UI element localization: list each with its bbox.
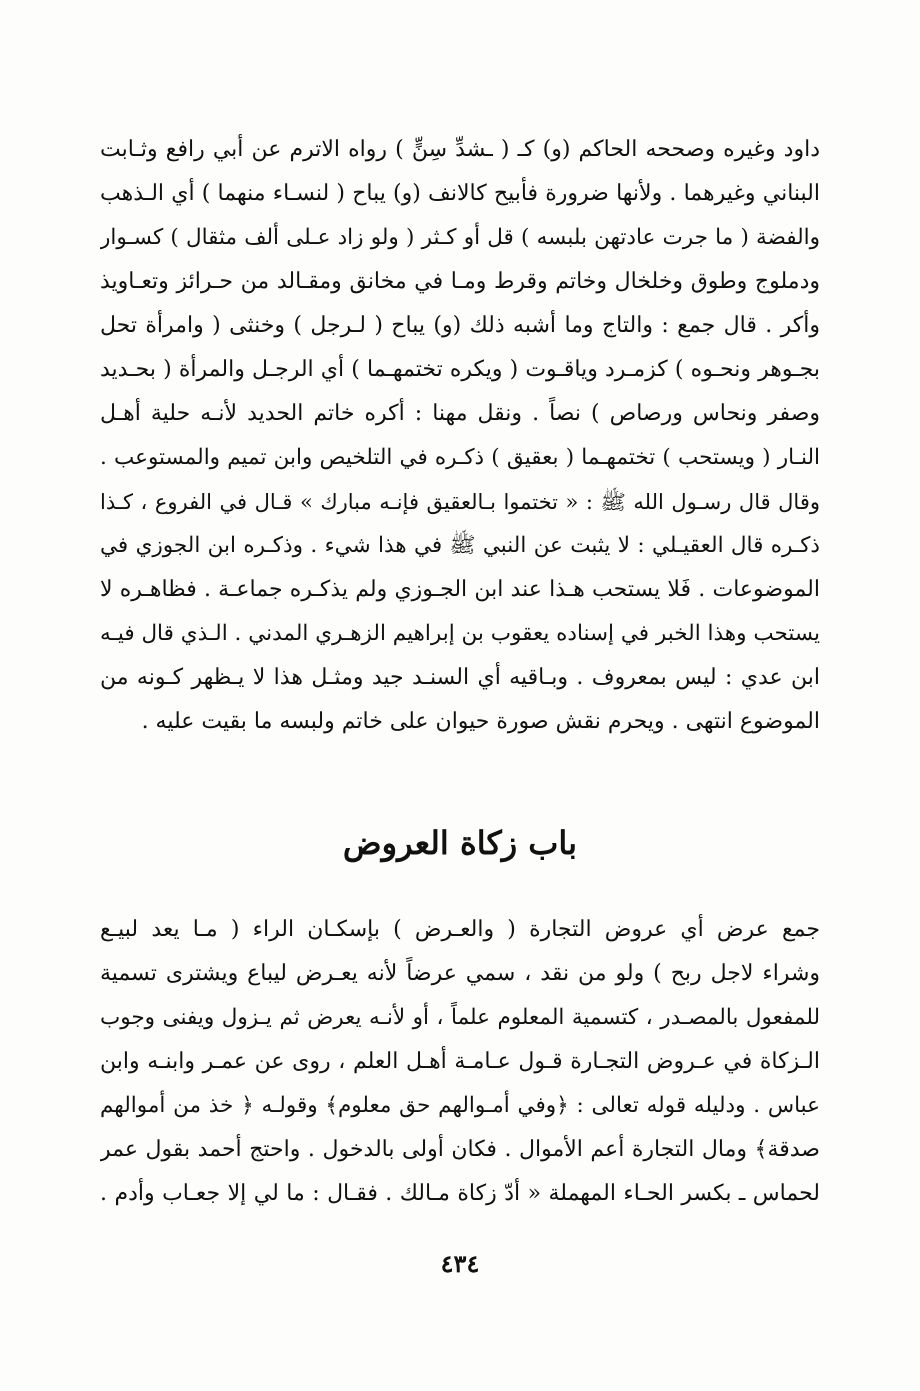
text-line: الموضوع انتهى . ويحرم نقش صورة حيوان على خاتم ولبسه ما بقيت عليه . — [141, 709, 820, 734]
text-line: عباس . ودليله قوله تعالى : ﴿وفي أمـوالهم حق معلوم﴾ وقولـه ﴿ خذ من أموالهم — [100, 1093, 820, 1118]
page-number: ٤٣٤ — [440, 1249, 480, 1278]
text-line: ابن عدي : ليس بمعروف . وبـاقيه أي السنـد جيد ومثـل هذا لا يـظهر كـونه من — [100, 665, 820, 690]
text-line: النـار ( ويستحب ) تختمهـما ( بعقيق ) ذكـره في التلخيص وابن تميم والمستوعب . — [100, 445, 820, 470]
text-line: وصفر ونحاس ورصاص ) نصاً . ونقل مهنا : أكره خاتم الحديد لأنـه حلية أهـل — [100, 401, 820, 426]
text-line: صدقة﴾ ومال التجارة أعم الأموال . فكان أولى بالدخول . واحتج أحمد بقول عمر — [100, 1137, 820, 1162]
text-line: جمع عرض أي عروض التجارة ( والعـرض ) بإسكـان الراء ( مـا يعد لبيـع — [100, 917, 820, 942]
text-line: وأكر . قال جمع : والتاج وما أشبه ذلك (و) يباح ( لـرجل ) وخنثى ( وامرأة تحل — [100, 313, 820, 338]
text-line: للمفعول بالمصـدر ، كتسمية المعلوم علماً ، أو لأنـه يعرض ثم يـزول ويفنى وجوب — [100, 1005, 820, 1030]
text-line: الموضوعات . فَلا يستحب هـذا عند ابن الجـوزي ولم يذكـره جماعـة . فظاهـره لا — [100, 577, 820, 602]
text-line: يستحب وهذا الخبر في إسناده يعقوب بن إبراهيم الزهـري المدني . الـذي قال فيـه — [100, 621, 820, 646]
text-line: لحماس ـ بكسر الحـاء المهملة « أدّ زكاة مـالك . فقـال : ما لي إلا جعـاب وأدم . — [100, 1181, 820, 1206]
text-line: وقال قال رسـول الله ﷺ : « تختموا بـالعقيق فإنـه مبارك » قـال في الفروع ، كـذا — [100, 490, 820, 514]
text-line: داود وغيره وصححه الحاكم (و) كـ ( ـشدِّ سِنٍّ ) رواه الاترم عن أبي رافع وثـابت — [100, 137, 820, 162]
top-passage — [100, 128, 820, 744]
text-line: ذكـره قال العقيـلي : لا يثبت عن النبي ﷺ في هذا شيء . وذكـره ابن الجوزي في — [100, 533, 820, 558]
text-line: بجـوهر ونحـوه ) كزمـرد وياقـوت ( ويكره تختمهـما ) أي الرجـل والمرأة ( بحـديد — [100, 357, 820, 382]
text-line: ودملوج وطوق وخلخال وخاتم وقرط ومـا في مخانق ومقـالد من حـرائز وتعـاويذ — [100, 269, 820, 294]
text-line: والفضة ( ما جرت عادتهن بلبسه ) قل أو كـثر ( ولو زاد عـلى ألف مثقال ) كسـوار — [100, 225, 820, 250]
text-line: وشراء لاجل ربح ) ولو من نقد ، سمي عرضاً لأنه يعـرض ليباع ويشترى تسمية — [100, 961, 820, 986]
bottom-passage — [100, 908, 820, 1216]
text-line: البناني وغيرهما . ولأنها ضرورة فأبيح كالانف (و) يباح ( لنسـاء منهما ) أي الـذهب — [100, 181, 820, 206]
text-line: الـزكاة في عـروض التجـارة قـول عـامـة أهـل العلم ، روى عن عمـر وابنـه وابن — [100, 1049, 820, 1074]
chapter-heading: باب زكاة العروض — [342, 824, 578, 862]
